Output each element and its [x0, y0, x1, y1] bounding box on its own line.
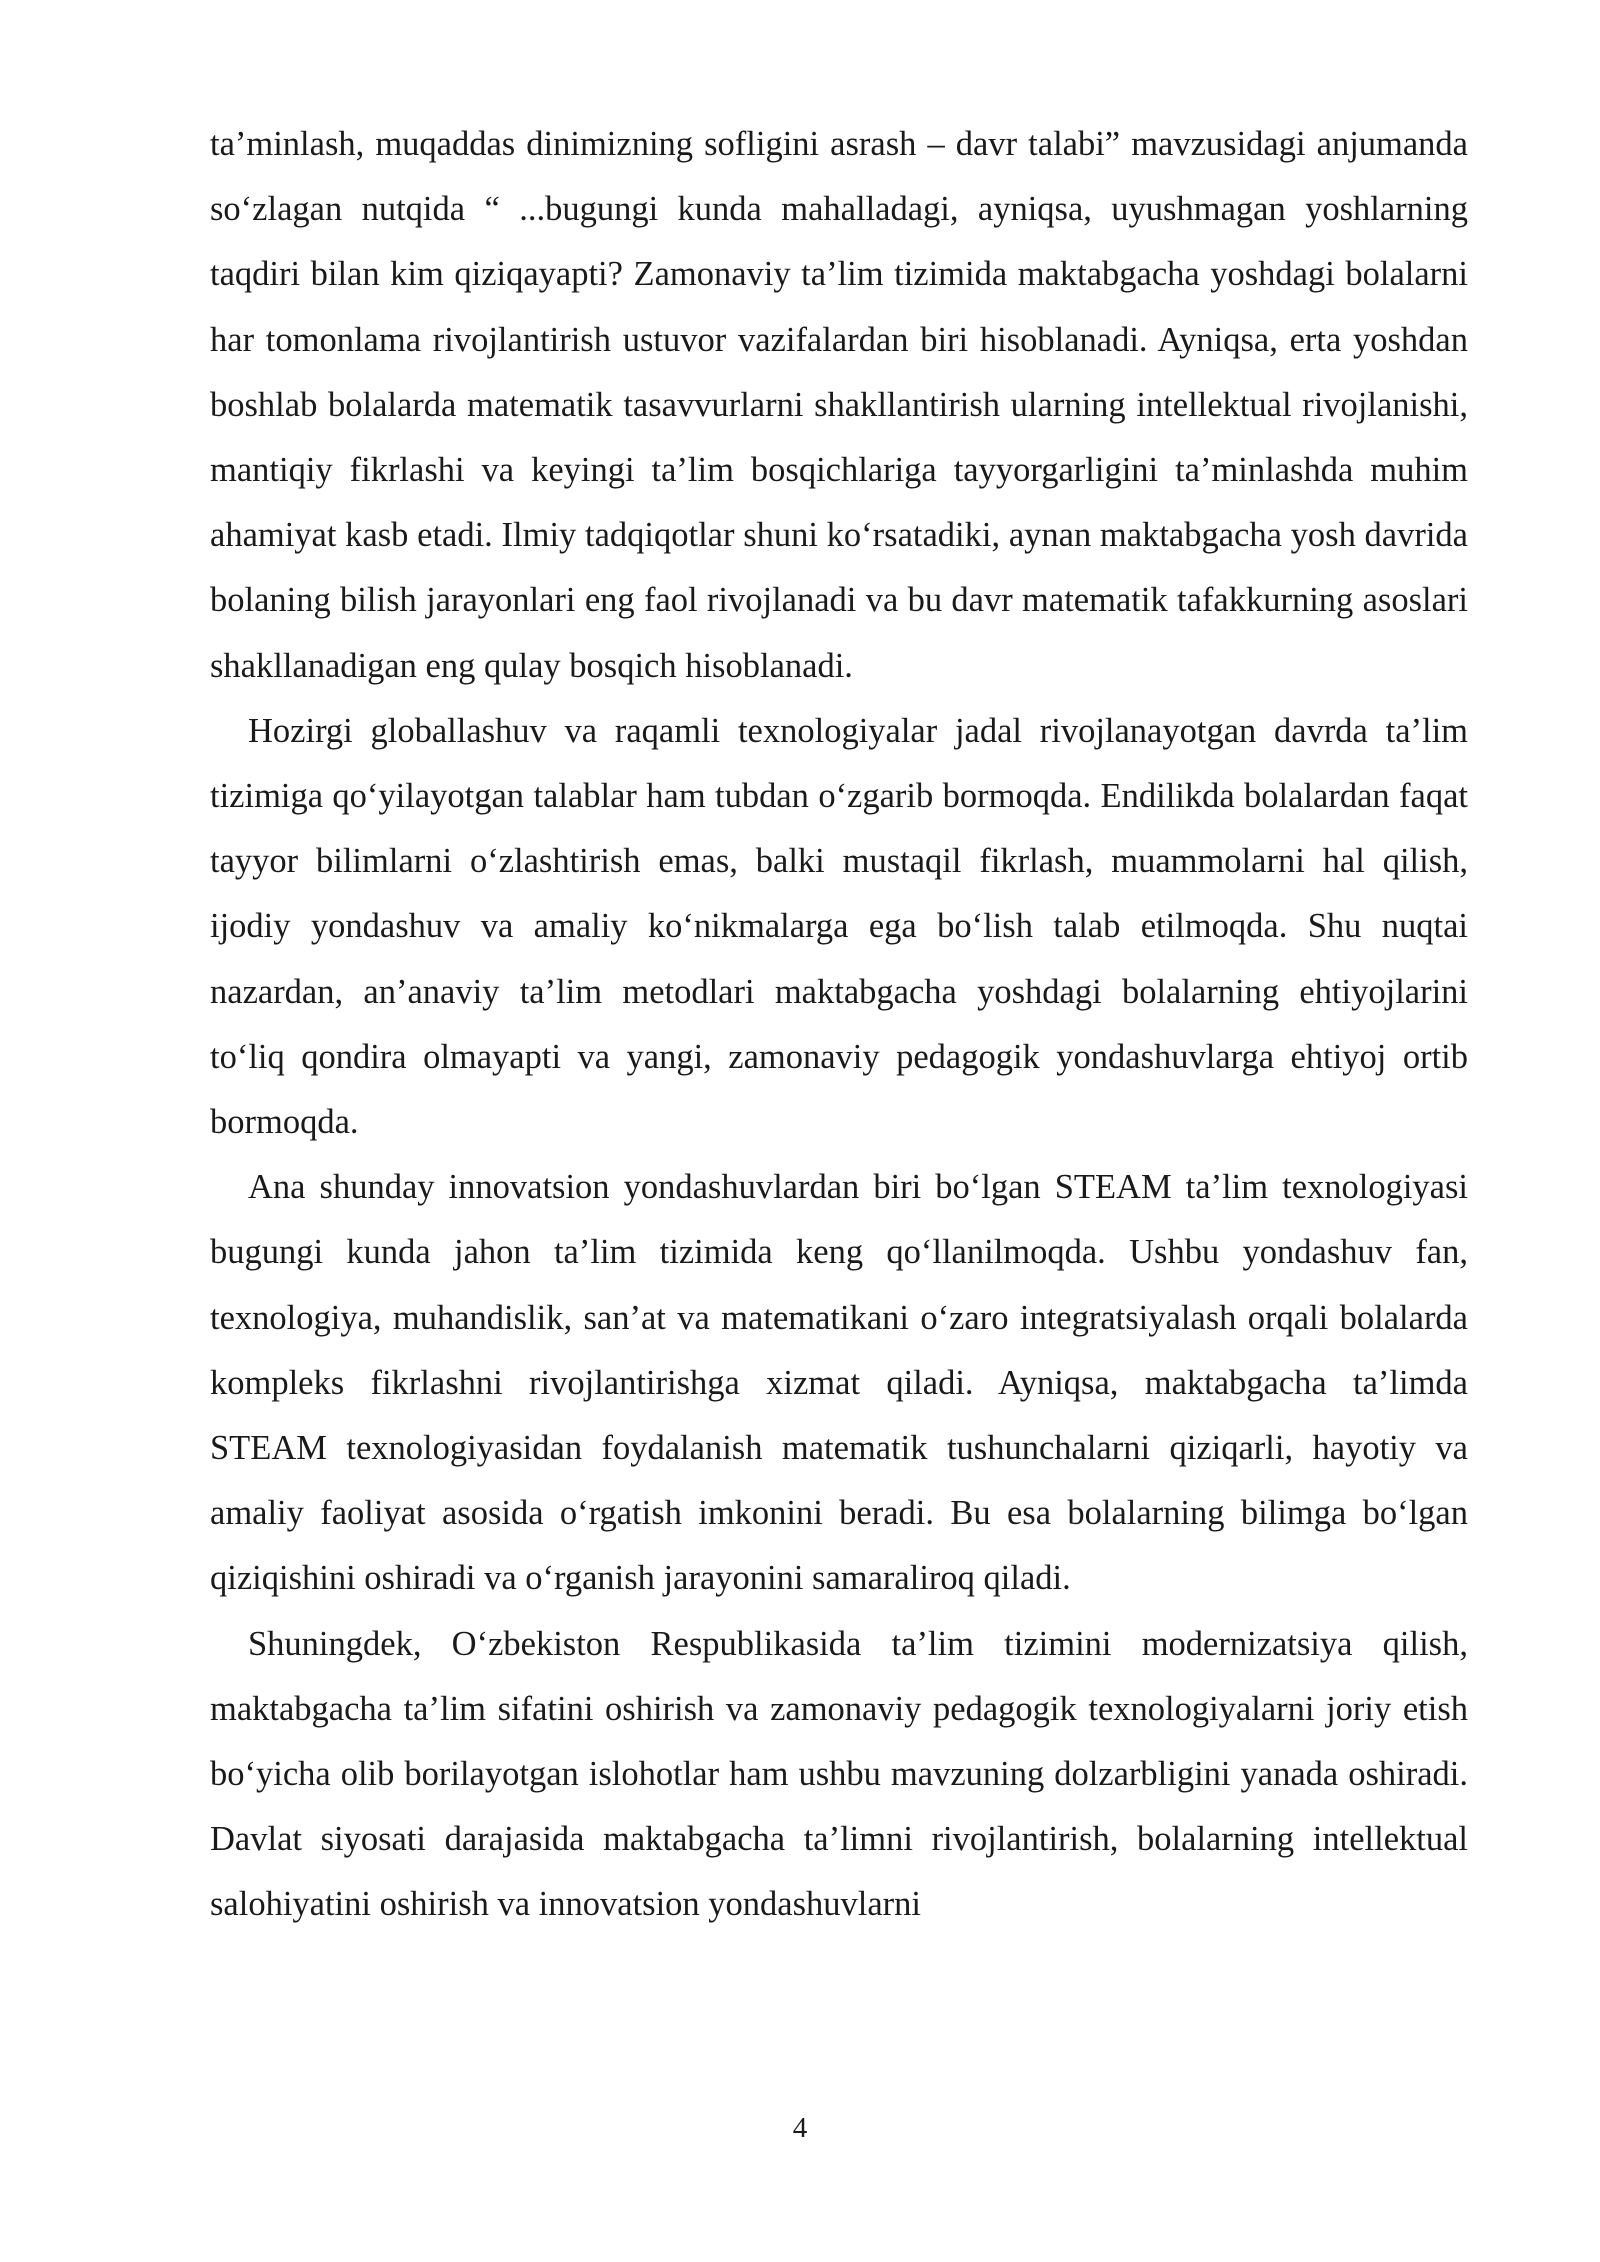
paragraph-1: ta’minlash, muqaddas dinimizning sofligini asrash – davr talabi” mavzusidagi anjumanda so‘zlagan nutqida “ ...bugungi kunda mahalladagi, ayniqsa, uyushmagan yoshlarning taqdiri bilan kim qiziqayapti? Zamonaviy ta’lim tizimida maktabgacha yoshdagi bolalarni har tomonlama rivojlantirish ustuvor vazifalardan biri hisoblanadi. Ayniqsa, erta yoshdan boshlab bolalarda matematik tasavvurlarni shakllantirish ularning intellektual rivojlanishi, mantiqiy fikrlashi va keyingi ta’lim bosqichlariga tayyorgarligini ta’minlashda muhim ahamiyat kasb etadi. Ilmiy tadqiqotlar shuni ko‘rsatadiki, aynan maktabgacha yosh davrida bolaning bilish jarayonlari eng faol rivojlanadi va bu davr matematik tafakkurning asoslari shakllanadigan eng qulay bosqich hisoblanadi.: [210, 125, 1468, 685]
paragraph-2: Hozirgi globallashuv va raqamli texnologiyalar jadal rivojlanayotgan davrda ta’lim tizimiga qo‘yilayotgan talablar ham tubdan o‘zgarib bormoqda. Endilikda bolalardan faqat tayyor bilimlarni o‘zlashtirish emas, balki mustaqil fikrlash, muammolarni hal qilish, ijodiy yondashuv va amaliy ko‘nikmalarga ega bo‘lish talab etilmoqda. Shu nuqtai nazardan, an’anaviy ta’lim metodlari maktabgacha yoshdagi bolalarning ehtiyojlarini to‘liq qondira olmayapti va yangi, zamonaviy pedagogik yondashuvlarga ehtiyoj ortib bormoqda.: [210, 711, 1468, 1142]
paragraph-3: Ana shunday innovatsion yondashuvlardan biri bo‘lgan STEAM ta’lim texnologiyasi bugungi kunda jahon ta’lim tizimida keng qo‘llanilmoqda. Ushbu yondashuv fan, texnologiya, muhandislik, san’at va matematikani o‘zaro integratsiyalash orqali bolalarda kompleks fikrlashni rivojlantirishga xizmat qiladi. Ayniqsa, maktabgacha ta’limda STEAM texnologiyasidan foydalanish matematik tushunchalarni qiziqarli, hayotiy va amaliy faoliyat asosida o‘rgatish imkonini beradi. Bu esa bolalarning bilimga bo‘lgan qiziqishini oshiradi va o‘rganish jarayonini samaraliroq qiladi.: [210, 1168, 1468, 1598]
paragraph-4: Shuningdek, O‘zbekiston Respublikasida ta’lim tizimini modernizatsiya qilish, maktabgacha ta’lim sifatini oshirish va zamonaviy pedagogik texnologiyalarni joriy etish bo‘yicha olib borilayotgan islohotlar ham ushbu mavzuning dolzarbligini yanada oshiradi. Davlat siyosati darajasida maktabgacha ta’limni rivojlantirish, bolalarning intellektual salohiyatini oshirish va innovatsion yondashuvlarni: [210, 1624, 1468, 1924]
body-text: [210, 112, 1468, 1938]
page-number: 4: [792, 2112, 808, 2144]
